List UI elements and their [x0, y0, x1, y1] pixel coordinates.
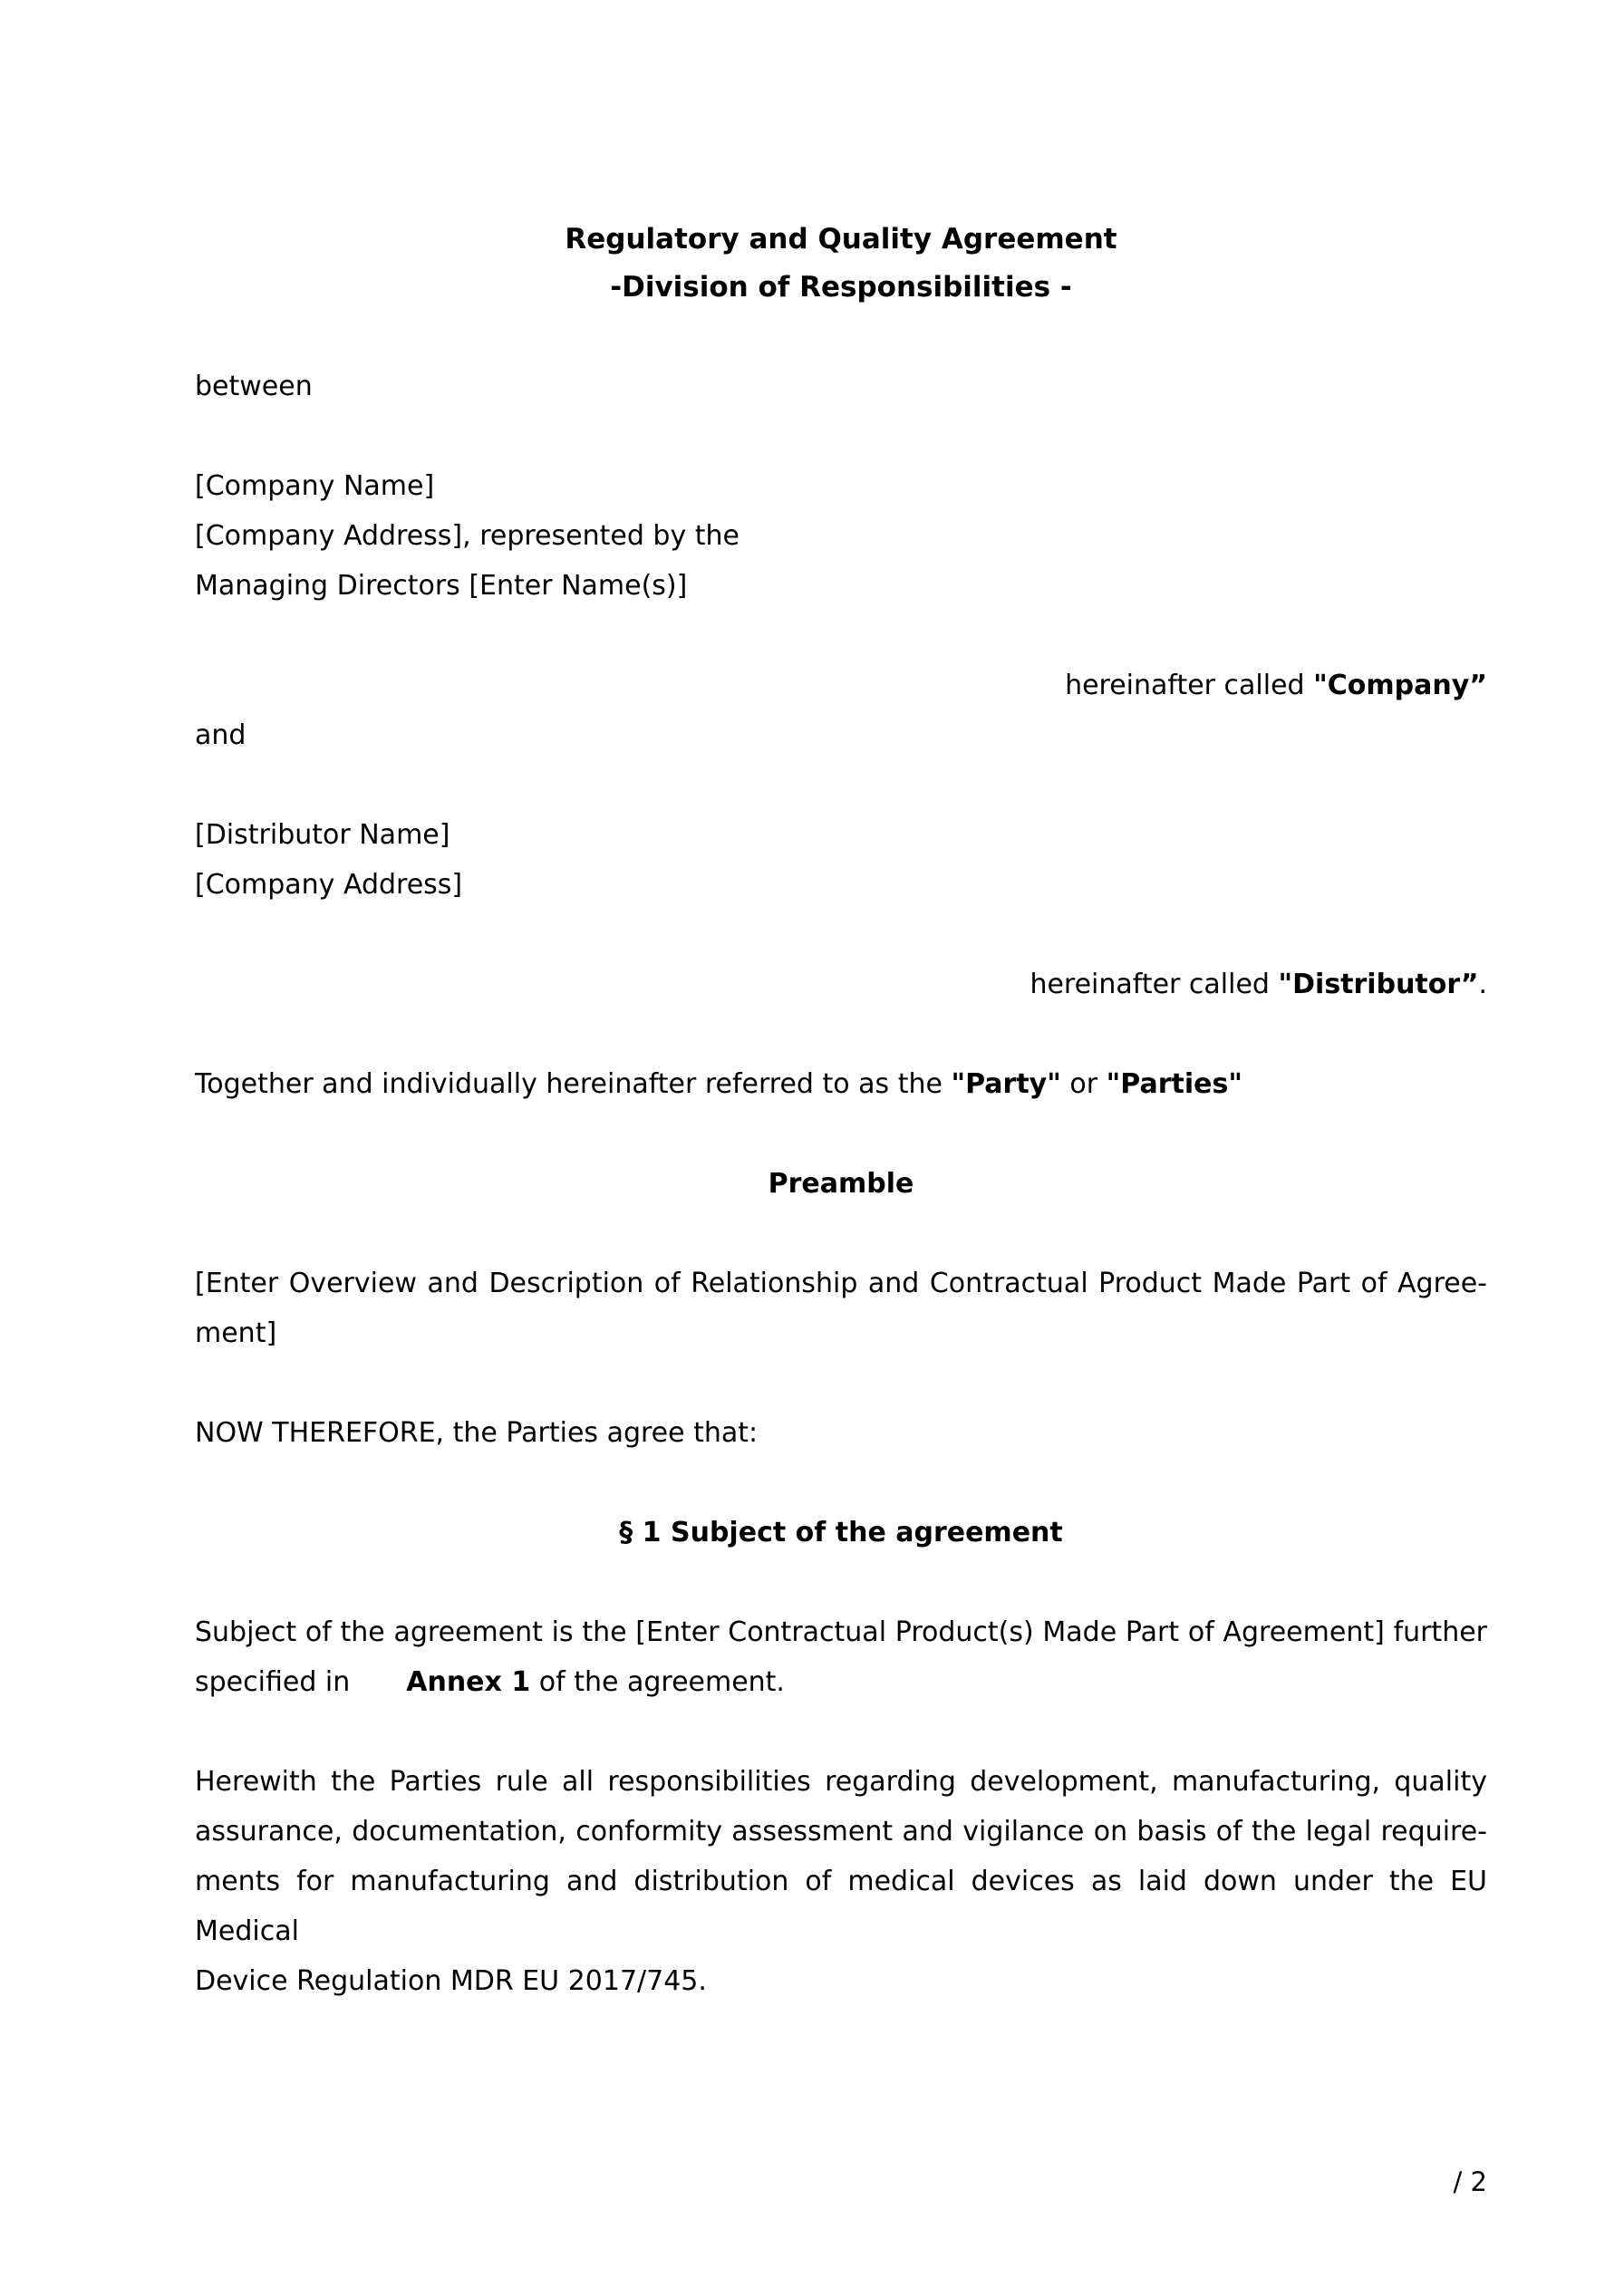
- subject-line-2-prefix: specified in: [195, 1666, 351, 1698]
- herewith-line-3: ments for manufacturing and distribution of medical devices as laid down under the EU Medical: [195, 1866, 1487, 1947]
- page-number: / 2: [1453, 2166, 1487, 2197]
- together-conjunction: or: [1060, 1068, 1107, 1100]
- distributor-block: [195, 810, 1487, 910]
- hereinafter-company-line: [195, 661, 1487, 710]
- together-prefix: Together and individually hereinafter referred to as the: [195, 1068, 952, 1100]
- title-line-2: -Division of Responsibilities -: [610, 271, 1072, 304]
- company-address-line: [Company Address], represented by the: [195, 520, 740, 552]
- document-title: [195, 216, 1487, 312]
- preamble-heading: Preamble: [768, 1168, 914, 1200]
- hereinafter-distributor-prefix: hereinafter called: [1030, 969, 1279, 1000]
- subject-line-2-suffix: of the agreement.: [530, 1666, 785, 1698]
- subject-line-1: Subject of the agreement is the [Enter Contractual Product(s) Made Part of Agreement] further: [195, 1616, 1487, 1648]
- section-1-heading: § 1 Subject of the agreement: [619, 1517, 1063, 1548]
- distributor-address-line: [Company Address]: [195, 869, 463, 901]
- annex-reference: Annex 1: [406, 1666, 531, 1698]
- subject-line-2: [195, 1657, 1487, 1707]
- herewith-paragraph: [195, 1757, 1487, 2006]
- and-label: and: [195, 719, 246, 751]
- herewith-line-1: Herewith the Parties rule all responsibilities regarding development, manufacturing, quality: [195, 1766, 1487, 1798]
- hereinafter-company-prefix: hereinafter called: [1065, 670, 1314, 701]
- parties-term: "Parties": [1106, 1068, 1242, 1100]
- managing-directors-line: Managing Directors [Enter Name(s)]: [195, 570, 688, 602]
- between-label: between: [195, 371, 313, 402]
- herewith-line-2: assurance, documentation, conformity assessment and vigilance on basis of the legal require-: [195, 1816, 1487, 1847]
- preamble-line-1: [Enter Overview and Description of Relationship and Contractual Product Made Part of Agree-: [195, 1268, 1487, 1299]
- now-therefore-line: NOW THEREFORE, the Parties agree that:: [195, 1417, 759, 1449]
- distributor-name-line: [Distributor Name]: [195, 819, 450, 851]
- parties-reference-line: [195, 1059, 1487, 1109]
- subject-paragraph: [195, 1607, 1487, 1707]
- party-term: "Party": [951, 1068, 1061, 1100]
- distributor-term: "Distributor”: [1278, 969, 1479, 1000]
- hereinafter-distributor-line: [195, 960, 1487, 1009]
- company-term: "Company”: [1313, 670, 1487, 701]
- preamble-paragraph: [195, 1259, 1487, 1358]
- company-name-line: [Company Name]: [195, 470, 435, 502]
- herewith-line-4: Device Regulation MDR EU 2017/745.: [195, 1965, 707, 1997]
- title-line-1: Regulatory and Quality Agreement: [565, 223, 1117, 256]
- company-block: [195, 461, 1487, 611]
- preamble-line-2: ment]: [195, 1317, 277, 1349]
- hereinafter-distributor-period: .: [1478, 969, 1487, 1000]
